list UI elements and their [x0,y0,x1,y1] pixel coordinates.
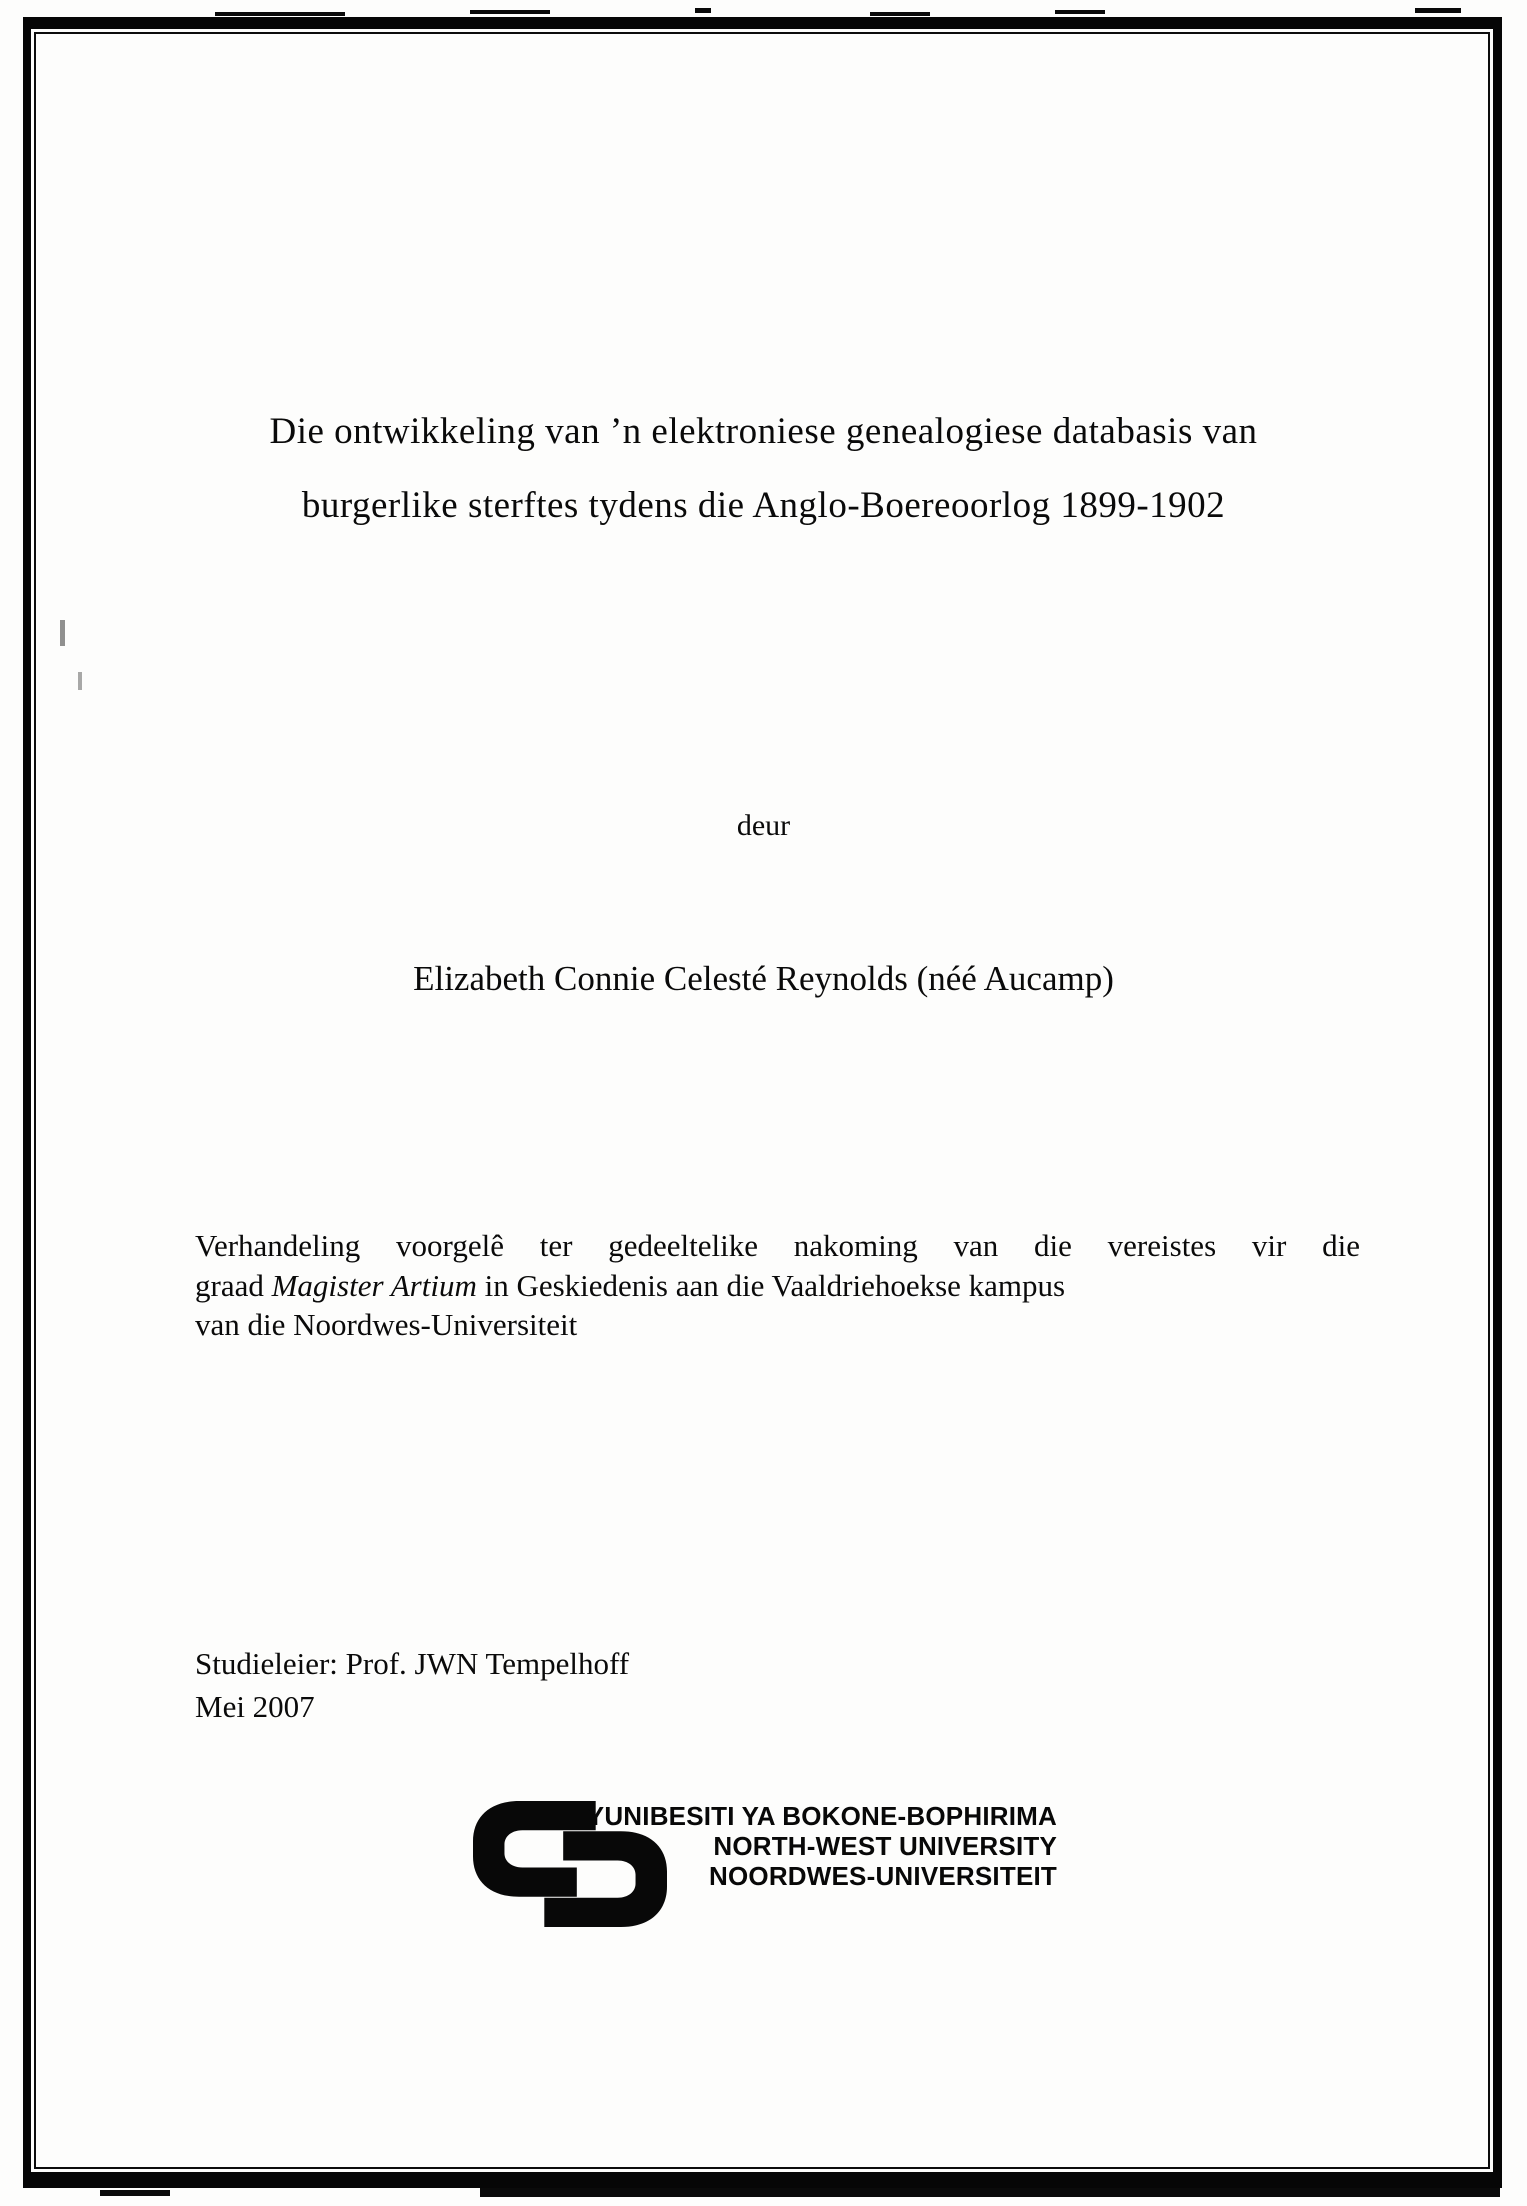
scan-artifact [1415,8,1461,13]
scan-artifact [78,672,82,690]
university-name-afrikaans: NOORDWES-UNIVERSITEIT [709,1861,1057,1891]
scan-artifact [100,2190,170,2196]
scan-artifact [215,12,345,16]
statement-line2-pre: graad [195,1267,272,1303]
scan-artifact [870,12,930,16]
statement-line2 [195,1266,1360,1306]
scan-artifact [470,10,550,14]
statement-line3: van die Noordwes-Universiteit [195,1307,578,1342]
scan-artifact [1055,10,1105,14]
university-logo-text [587,1801,1057,1891]
date-line: Mei 2007 [195,1689,315,1724]
supervisor-block [195,1642,629,1728]
university-name-english: NORTH-WEST UNIVERSITY [713,1831,1057,1861]
thesis-title-line1: Die ontwikkeling van ’n elektroniese genealogiese databasis van [269,411,1258,452]
thesis-title-line2: burgerlike sterftes tydens die Anglo-Boereoorlog 1899-1902 [301,485,1226,526]
submission-statement [195,1226,1360,1345]
scan-artifact [480,2188,1500,2197]
author-name: Elizabeth Connie Celesté Reynolds (néé Aucamp) [413,959,1114,998]
university-name-setswana: YUNIBESITI YA BOKONE-BOPHIRIMA [586,1801,1057,1831]
supervisor-line: Studieleier: Prof. JWN Tempelhoff [195,1646,630,1681]
thesis-title [0,395,1527,543]
degree-name: Magister Artium [271,1267,477,1303]
statement-line2-post: in Geskiedenis aan die Vaaldriehoekse kampus [476,1267,1066,1303]
statement-line1: Verhandeling voorgelê ter gedeeltelike nakoming van die vereistes vir die [195,1228,1360,1263]
byline: deur [736,809,791,842]
scan-artifact [60,620,65,646]
scan-artifact [695,8,711,13]
